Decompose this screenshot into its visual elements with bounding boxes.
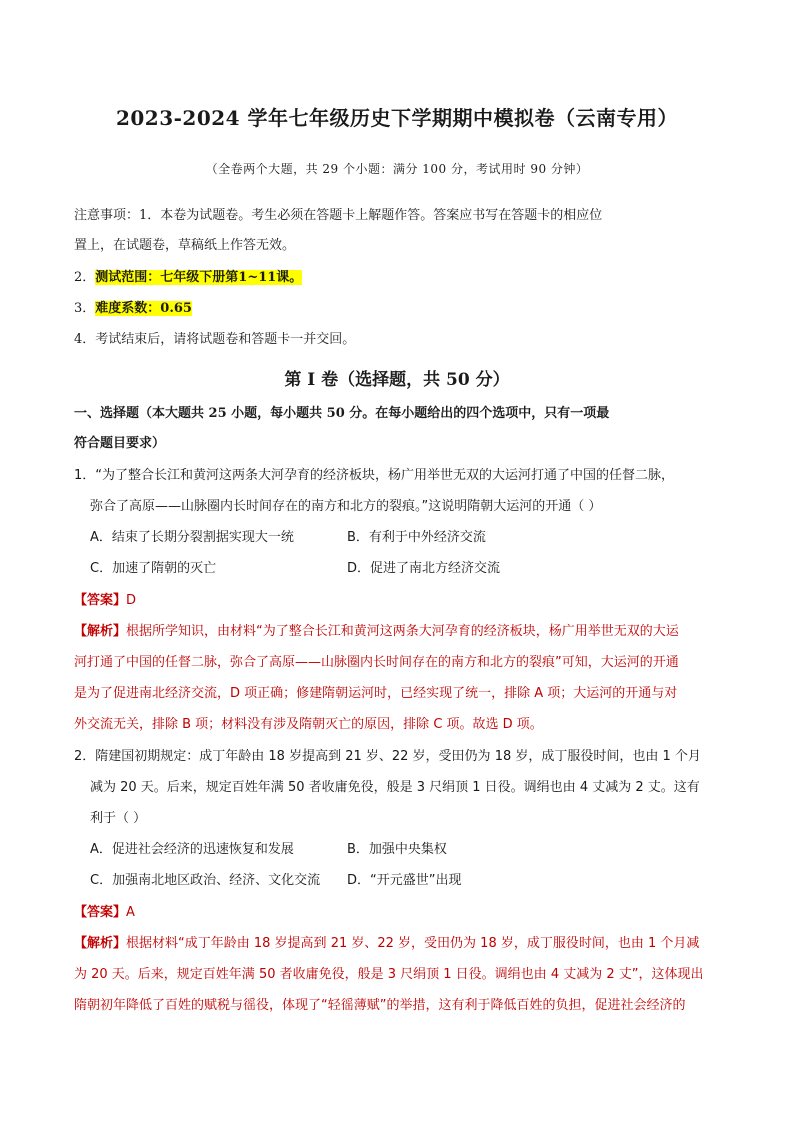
q2-option-b: B．加强中央集权 xyxy=(347,842,447,857)
q2-analysis-tag: 【解析】 xyxy=(74,936,127,951)
q1-analysis-line-2: 河打通了中国的任督二脉，弥合了高原——山脉圈内长时间存在的南方和北方的裂痕”可知，大运河的开通 xyxy=(74,655,679,670)
q2-analysis-text-1: 根据材料“成丁年龄由 18 岁提高到 21 岁、22 岁，受田仍为 18 岁，成丁服役时间，也由 1 个月减 xyxy=(126,936,700,951)
q1-analysis-tag: 【解析】 xyxy=(74,624,127,639)
q2-stem-line-3: 利于（ ） xyxy=(90,811,147,826)
q1-analysis-text-1: 根据所学知识，由材料“为了整合长江和黄河这两条大河孕育的经济板块，杨广用举世无双的大运 xyxy=(126,624,679,639)
q2-option-c: C．加强南北地区政治、经济、文化交流 xyxy=(90,873,321,888)
q1-stem-line-2: 弥合了高原——山脉圈内长时间存在的南方和北方的裂痕。”这说明隋朝大运河的开通（ ） xyxy=(90,499,602,514)
exam-title: 2023-2024 学年七年级历史下学期期中模拟卷（云南专用） xyxy=(115,106,679,130)
notes-item-2-number: 2． xyxy=(74,270,96,285)
q2-option-d: D．“开元盛世”出现 xyxy=(347,873,462,888)
notes-line-1: 注意事项：1．本卷为试题卷。考生必须在答题卡上解题作答。答案应书写在答题卡的相应位 xyxy=(74,208,603,223)
q1-option-a: A．结束了长期分裂割据实现大一统 xyxy=(90,530,294,545)
section-heading-line-1: 一、选择题（本大题共 25 小题，每小题共 50 分。在每小题给出的四个选项中，只有一项最 xyxy=(74,406,610,421)
q1-option-c: C．加速了隋朝的灭亡 xyxy=(90,561,217,576)
q1-analysis-line-3: 是为了促进南北经济交流，D 项正确；修建隋朝运河时，已经实现了统一，排除 A 项；大运河的开通与对 xyxy=(74,686,678,701)
q1-answer-tag: 【答案】 xyxy=(74,593,127,608)
q2-analysis-line-3: 隋朝初年降低了百姓的赋税与徭役，体现了“轻徭薄赋”的举措，这有利于降低百姓的负担，促进社会经济的 xyxy=(74,998,686,1013)
exam-subtitle: （全卷两个大题，共 29 个小题：满分 100 分，考试用时 90 分钟） xyxy=(205,162,589,176)
section-heading-line-2: 符合题目要求） xyxy=(74,436,166,451)
q1-analysis-line-1 xyxy=(74,622,679,642)
q2-answer xyxy=(74,903,135,923)
difficulty-highlight: 难度系数：0.65 xyxy=(95,301,192,316)
q2-answer-tag: 【答案】 xyxy=(74,905,127,920)
notes-item-2 xyxy=(74,268,302,288)
notes-line-2: 置上，在试题卷，草稿纸上作答无效。 xyxy=(74,238,296,253)
q1-stem-line-1: 1．“为了整合长江和黄河这两条大河孕育的经济板块，杨广用举世无双的大运河打通了中国的任督二脉， xyxy=(74,468,675,483)
test-scope-highlight: 测试范围：七年级下册第1~11课。 xyxy=(95,270,303,285)
q1-option-d: D．促进了南北方经济交流 xyxy=(347,561,501,576)
q1-option-b: B．有利于中外经济交流 xyxy=(347,530,486,545)
q2-analysis-line-1 xyxy=(74,934,699,954)
q2-answer-value: A xyxy=(126,905,135,920)
notes-item-3 xyxy=(74,299,192,319)
q2-stem-line-2: 减为 20 天。后来，规定百姓年满 50 者收庸免役，般是 3 尺绢顶 1 日役。调绢也由 4 丈减为 2 丈。这有 xyxy=(90,780,700,795)
notes-item-4: 4．考试结束后，请将试题卷和答题卡一并交回。 xyxy=(74,332,356,347)
q1-answer xyxy=(74,591,136,611)
q1-answer-value: D xyxy=(126,593,137,608)
q2-option-a: A．促进社会经济的迅速恢复和发展 xyxy=(90,842,294,857)
q2-stem-line-1: 2．隋建国初期规定：成丁年龄由 18 岁提高到 21 岁、22 岁，受田仍为 18 岁，成丁服役时间，也由 1 个月 xyxy=(74,749,701,764)
q1-analysis-line-4: 外交流无关，排除 B 项；材料没有涉及隋朝灭亡的原因，排除 C 项。故选 D 项。 xyxy=(74,717,543,732)
notes-item-3-number: 3． xyxy=(74,301,96,316)
q2-analysis-line-2: 为 20 天。后来，规定百姓年满 50 者收庸免役，般是 3 尺绢顶 1 日役。调绢也由 4 丈减为 2 丈”，这体现出 xyxy=(74,967,704,982)
section-title: 第 I 卷（选择题，共 50 分） xyxy=(284,370,510,390)
